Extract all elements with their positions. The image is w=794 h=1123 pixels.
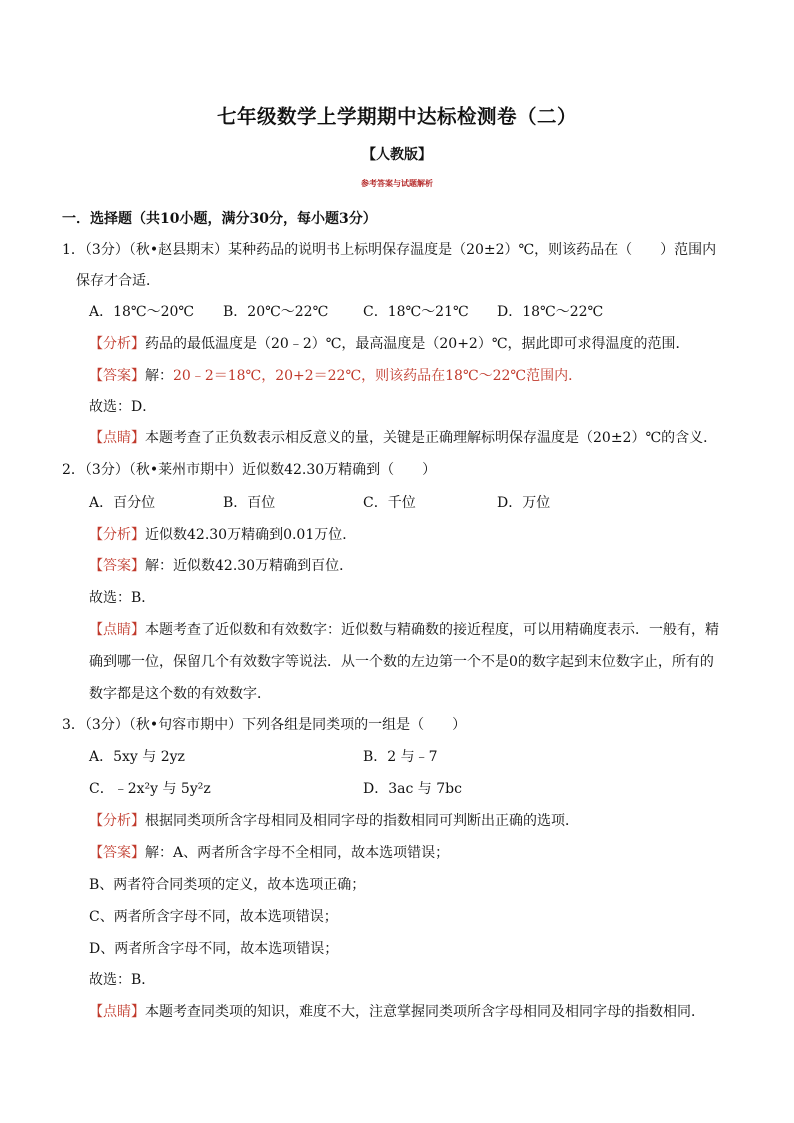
comment-text: 本题考查了正负数表示相反意义的量，关键是正确理解标明保存温度是（20±2）℃的含义． [145, 430, 718, 446]
q3-option-b: B．2 与﹣7 [363, 749, 438, 765]
q3-analysis [89, 811, 579, 831]
page-title: 七年级数学上学期期中达标检测卷（二） [216, 105, 577, 128]
q2-comment-line3: 数字都是这个数的有效数字． [89, 686, 271, 702]
q3-option-c: C．﹣2x²y 与 5y²z [89, 781, 211, 797]
q2-comment [89, 620, 719, 640]
comment-text: 本题考查同类项的知识，难度不大，注意掌握同类项所含字母相同及相同字母的指数相同． [145, 1004, 705, 1020]
analysis-text: 药品的最低温度是（20﹣2）℃，最高温度是（20+2）℃，据此即可求得温度的范围． [145, 336, 690, 352]
analysis-tag: 【分析】 [89, 813, 145, 829]
q3-answer [89, 843, 449, 863]
answer-tag: 【答案】 [89, 368, 145, 384]
answer-prefix: 解： [145, 368, 173, 384]
q3-answer-line2: B、两者符合同类项的定义，故本选项正确； [89, 877, 366, 893]
q2-answer [89, 556, 353, 576]
q1-option-c: C．18℃～21℃ [363, 304, 469, 320]
comment-text: 本题考查了近似数和有效数字：近似数与精确数的接近程度，可以用精确度表示．一般有，精 [145, 622, 719, 638]
q3-answer-line4: D、两者所含字母不同，故本选项错误； [89, 941, 339, 957]
q1-option-d: D．18℃～22℃ [497, 304, 604, 320]
answer-text: 解：近似数42.30万精确到百位． [145, 558, 354, 574]
q2-option-d: D．万位 [497, 495, 551, 511]
comment-tag: 【点睛】 [89, 1004, 145, 1020]
q2-option-a: A．百分位 [89, 495, 156, 511]
q1-stem-line1: 1．（3分）（秋•赵县期末）某种药品的说明书上标明保存温度是（20±2）℃，则该药品在（ ）范围内 [62, 242, 717, 258]
q1-answer [89, 366, 582, 386]
q2-analysis [89, 525, 356, 545]
answer-note: 参考答案与试题解析 [361, 178, 433, 188]
q3-option-a: A．5xy 与 2yz [89, 749, 185, 765]
answer-text: 解：A、两者所含字母不全相同，故本选项错误； [145, 845, 450, 861]
analysis-text: 近似数42.30万精确到0.01万位． [145, 527, 357, 543]
answer-tag: 【答案】 [89, 558, 145, 574]
q2-comment-line2: 确到哪一位，保留几个有效数字等说法．从一个数的左边第一个不是0的数字起到末位数字止，所有的 [89, 654, 714, 670]
q1-choose: 故选：D． [89, 399, 157, 415]
section-heading: 一．选择题（共10小题，满分30分，每小题3分） [62, 211, 377, 227]
q3-answer-line3: C、两者所含字母不同，故本选项错误； [89, 909, 338, 925]
comment-tag: 【点睛】 [89, 430, 145, 446]
analysis-tag: 【分析】 [89, 527, 145, 543]
q2-option-c: C．千位 [363, 495, 416, 511]
q3-choose: 故选：B． [89, 972, 156, 988]
answer-tag: 【答案】 [89, 845, 145, 861]
q2-option-b: B．百位 [223, 495, 276, 511]
q1-option-a: A．18℃～20℃ [89, 304, 195, 320]
q3-comment [89, 1002, 705, 1022]
answer-text: 20﹣2＝18℃，20+2＝22℃，则该药品在18℃～22℃范围内． [173, 368, 583, 384]
analysis-tag: 【分析】 [89, 336, 145, 352]
q3-stem: 3．（3分）（秋•句容市期中）下列各组是同类项的一组是（ ） [62, 717, 467, 733]
q1-option-b: B．20℃～22℃ [223, 304, 329, 320]
q2-stem: 2．（3分）（秋•莱州市期中）近似数42.30万精确到（ ） [62, 462, 437, 478]
q2-choose: 故选：B． [89, 590, 156, 606]
q1-analysis [89, 334, 690, 354]
q3-option-d: D．3ac 与 7bc [363, 781, 462, 797]
edition-label: 【人教版】 [362, 147, 432, 163]
q1-stem-line2: 保存才合适． [76, 273, 160, 289]
analysis-text: 根据同类项所含字母相同及相同字母的指数相同可判断出正确的选项． [145, 813, 579, 829]
q1-comment [89, 428, 717, 448]
comment-tag: 【点睛】 [89, 622, 145, 638]
